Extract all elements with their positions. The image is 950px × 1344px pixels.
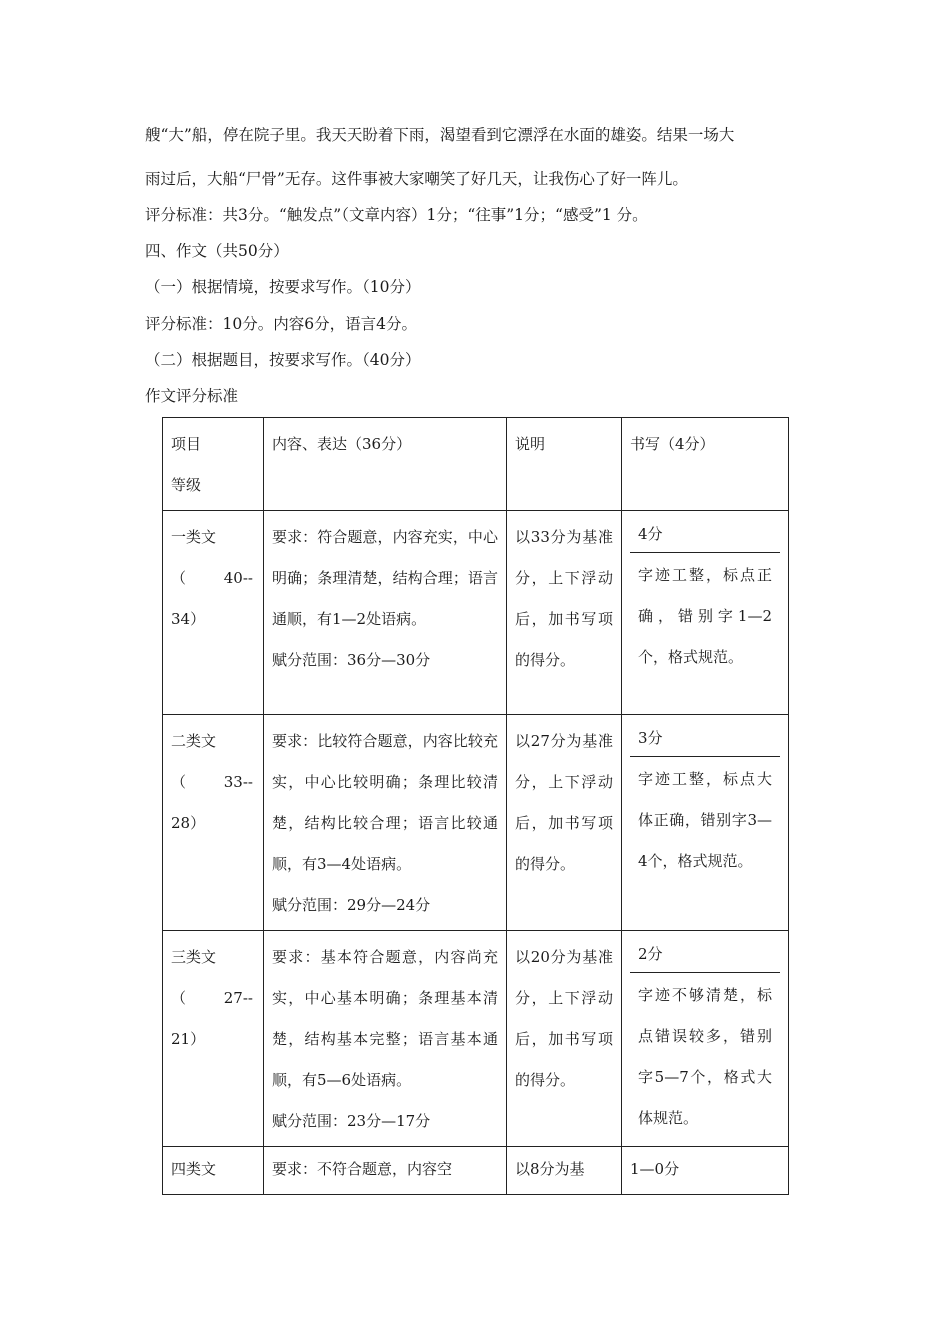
range-open: （ [171,773,187,791]
header-writing: 书写（4分） [622,418,789,511]
range-value: 27-- [223,989,253,1007]
scoring-standard-note: 评分标准：共3分。“触发点”（文章内容）1分；“往事”1分；“感受”1 分。 [145,206,648,224]
writing-score: 4分 [630,517,780,553]
range-open: （ [171,569,187,587]
grade-range [171,762,255,803]
subsection-two: （二）根据题目，按要求写作。（40分） [145,351,421,369]
writing-score: 1—0分 [622,1147,789,1195]
range-close: 34） [171,610,206,628]
grade-cell [163,931,264,1147]
grade-cell [163,511,264,715]
subsection-one-standard: 评分标准：10分。内容6分，语言4分。 [145,315,417,333]
rubric-table [162,417,789,1195]
header-item: 项目 [171,435,202,453]
grade-label: 三类文 [171,948,217,966]
explain-cell: 以8分为基 [507,1147,622,1195]
range-close: 21） [171,1030,206,1048]
table-row-partial [163,1147,789,1195]
table-row [163,511,789,715]
content-cell [264,715,507,931]
explain-cell: 以27分为基准分，上下浮动后，加书写项的得分。 [507,715,622,931]
content-requirements: 要求：基本符合题意，内容尚充实，中心基本明确；条理基本清楚，结构基本完整；语言基本通顺，有5—6处语病。 [272,948,498,1089]
range-close: 28） [171,814,206,832]
grade-label: 一类文 [171,528,217,546]
header-item-grade [163,418,264,511]
rubric-title: 作文评分标准 [145,387,239,405]
table-header-row [163,418,789,511]
grade-range [171,558,255,599]
subsection-one: （一）根据情境，按要求写作。（10分） [145,278,421,296]
table-row [163,931,789,1147]
grade-range [171,978,255,1019]
content-requirements: 要求：比较符合题意，内容比较充实，中心比较明确；条理比较清楚，结构比较合理；语言比较通顺，有3—4处语病。 [272,732,498,873]
table-row [163,715,789,931]
range-value: 40-- [223,569,253,587]
range-open: （ [171,989,187,1007]
score-range: 赋分范围：36分—30分 [272,651,431,669]
writing-desc: 字迹工整，标点大体正确，错别字3—4个，格式规范。 [638,770,772,870]
writing-score: 3分 [630,721,780,757]
section-heading-composition: 四、作文（共50分） [145,242,289,260]
header-content: 内容、表达（36分） [264,418,507,511]
writing-score: 2分 [630,937,780,973]
content-requirements: 要求：不符合题意，内容空 [264,1147,507,1195]
content-cell [264,511,507,715]
paragraph-line-2: 雨过后，大船“尸骨”无存。这件事被大家嘲笑了好几天，让我伤心了好一阵儿。 [145,170,688,188]
paragraph-line-1: 艘“大”船，停在院子里。我天天盼着下雨，渴望看到它漂浮在水面的雄姿。结果一场大 [145,126,735,144]
writing-desc: 字迹不够清楚，标点错误较多，错别字5—7个，格式大体规范。 [638,986,772,1127]
writing-cell [622,511,789,715]
score-range: 赋分范围：29分—24分 [272,896,431,914]
range-value: 33-- [223,773,253,791]
content-requirements: 要求：符合题意，内容充实，中心明确；条理清楚，结构合理；语言通顺，有1—2处语病。 [272,528,498,628]
writing-cell [622,931,789,1147]
header-explain: 说明 [507,418,622,511]
writing-cell [622,715,789,931]
score-range: 赋分范围：23分—17分 [272,1112,431,1130]
header-grade: 等级 [171,476,202,494]
explain-cell: 以33分为基准分，上下浮动后，加书写项的得分。 [507,511,622,715]
writing-desc: 字迹工整，标点正确，错别字1—2个，格式规范。 [638,566,772,666]
grade-cell [163,715,264,931]
grade-label: 二类文 [171,732,217,750]
grade-label: 四类文 [163,1147,264,1195]
explain-cell: 以20分为基准分，上下浮动后，加书写项的得分。 [507,931,622,1147]
content-cell [264,931,507,1147]
